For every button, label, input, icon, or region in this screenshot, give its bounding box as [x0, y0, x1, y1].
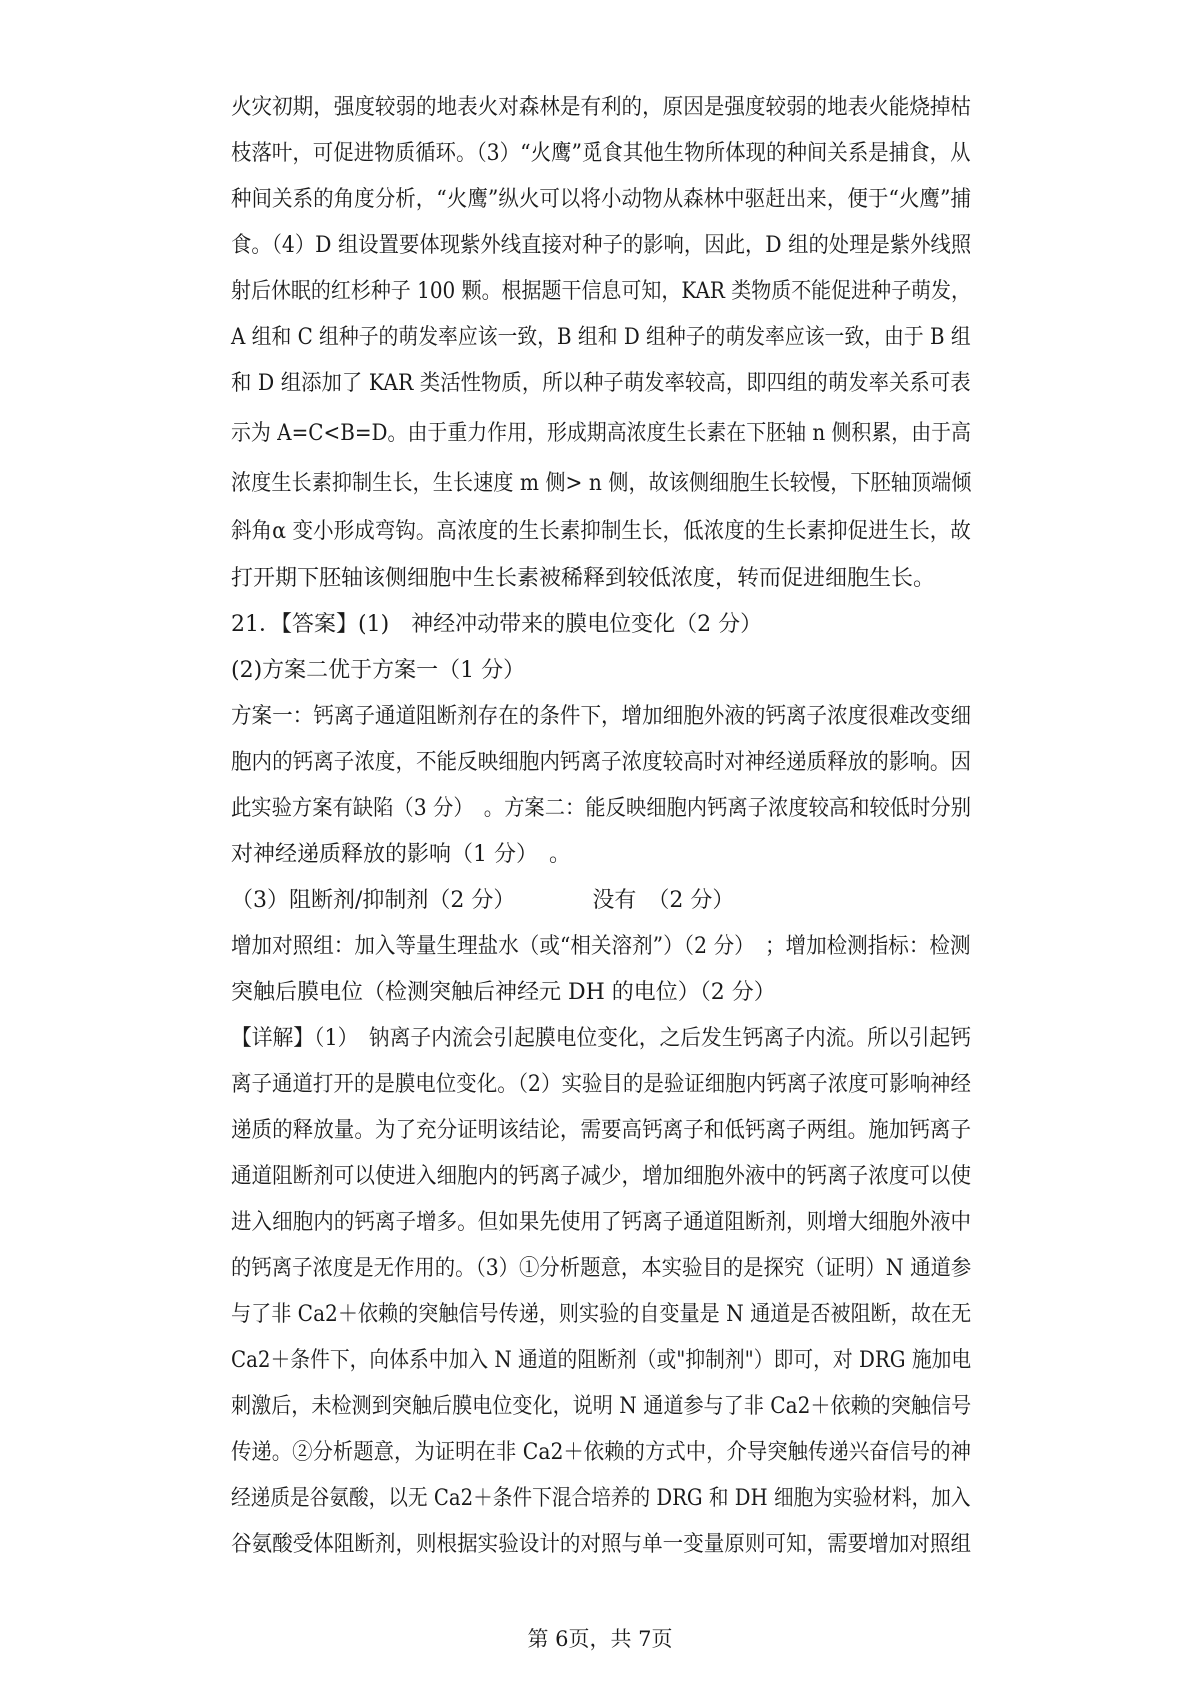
text-line: 斜角α 变小形成弯钩。高浓度的生长素抑制生长，低浓度的生长素抑促进生长，故: [231, 519, 971, 544]
page-number-footer: 第 6页，共 7页: [527, 1627, 673, 1651]
text-line: 的钙离子浓度是无作用的。（3）①分析题意，本实验目的是探究（证明）N 通道参: [231, 1256, 972, 1281]
text-line: 进入细胞内的钙离子增多。但如果先使用了钙离子通道阻断剂，则增大细胞外液中: [231, 1210, 972, 1235]
text-line: 浓度生长素抑制生长，生长速度 m 侧> n 侧，故该侧细胞生长较慢，下胚轴顶端倾: [231, 471, 972, 496]
text-line: 食。（4）D 组设置要体现紫外线直接对种子的影响，因此，D 组的处理是紫外线照: [231, 233, 972, 258]
text-line: 通道阻断剂可以使进入细胞内的钙离子减少，增加细胞外液中的钙离子浓度可以使: [231, 1164, 972, 1189]
text-line: 枝落叶，可促进物质循环。（3）“火鹰”觅食其他生物所体现的种间关系是捕食，从: [231, 141, 971, 166]
text-line: 和 D 组添加了 KAR 类活性物质，所以种子萌发率较高，即四组的萌发率关系可表: [231, 371, 971, 396]
text-line: 刺激后，未检测到突触后膜电位变化，说明 N 通道参与了非 Ca2＋依赖的突触信号: [231, 1394, 972, 1419]
text-line: （3）阻断剂/抑制剂（2 分） 没有 （2 分）: [231, 888, 735, 913]
text-line: 打开期下胚轴该侧细胞中生长素被稀释到较低浓度，转而促进细胞生长。: [231, 566, 936, 591]
text-line: 经递质是谷氨酸，以无 Ca2＋条件下混合培养的 DRG 和 DH 细胞为实验材料，加入: [231, 1486, 971, 1511]
text-line: 离子通道打开的是膜电位变化。（2）实验目的是验证细胞内钙离子浓度可影响神经: [231, 1072, 971, 1097]
text-line: 增加对照组：加入等量生理盐水（或“相关溶剂”）（2 分） ；增加检测指标：检测: [231, 934, 971, 959]
text-line: 递质的释放量。为了充分证明该结论，需要高钙离子和低钙离子两组。施加钙离子: [231, 1118, 972, 1143]
text-line: 射后休眠的红杉种子 100 颗。根据题干信息可知，KAR 类物质不能促进种子萌发，: [231, 279, 971, 304]
text-line: Ca2＋条件下，向体系中加入 N 通道的阻断剂（或"抑制剂"）即可，对 DRG 施加电: [231, 1348, 972, 1373]
answer-heading: 21．【答案】(1) 神经冲动带来的膜电位变化（2 分）: [231, 612, 763, 637]
text-line: A 组和 C 组种子的萌发率应该一致，B 组和 D 组种子的萌发率应该一致，由于 B 组: [231, 325, 971, 350]
text-line: 种间关系的角度分析，“火鹰”纵火可以将小动物从森林中驱赶出来，便于“火鹰”捕: [231, 187, 971, 212]
text-line: (2)方案二优于方案一（1 分）: [231, 658, 526, 683]
text-line: 对神经递质释放的影响（1 分） 。: [231, 842, 571, 867]
text-line: 方案一：钙离子通道阻断剂存在的条件下，增加细胞外液的钙离子浓度很难改变细: [231, 704, 972, 729]
text-line: 谷氨酸受体阻断剂，则根据实验设计的对照与单一变量原则可知，需要增加对照组: [231, 1532, 972, 1557]
text-line: 此实验方案有缺陷（3 分） 。方案二：能反映细胞内钙离子浓度较高和较低时分别: [231, 796, 971, 821]
text-line: 火灾初期，强度较弱的地表火对森林是有利的，原因是强度较弱的地表火能烧掉枯: [231, 95, 972, 120]
text-line: 突触后膜电位（检测突触后神经元 DH 的电位）（2 分）: [231, 980, 776, 1005]
text-line: 示为 A=C<B=D。由于重力作用，形成期高浓度生长素在下胚轴 n 侧积累，由于高: [231, 421, 971, 446]
explanation-heading: 【详解】（1） 钠离子内流会引起膜电位变化，之后发生钙离子内流。所以引起钙: [231, 1026, 971, 1051]
text-line: 与了非 Ca2＋依赖的突触信号传递，则实验的自变量是 N 通道是否被阻断，故在无: [231, 1302, 972, 1327]
text-line: 传递。②分析题意，为证明在非 Ca2＋依赖的方式中，介导突触传递兴奋信号的神: [231, 1440, 971, 1465]
text-line: 胞内的钙离子浓度，不能反映细胞内钙离子浓度较高时对神经递质释放的影响。因: [231, 750, 972, 775]
